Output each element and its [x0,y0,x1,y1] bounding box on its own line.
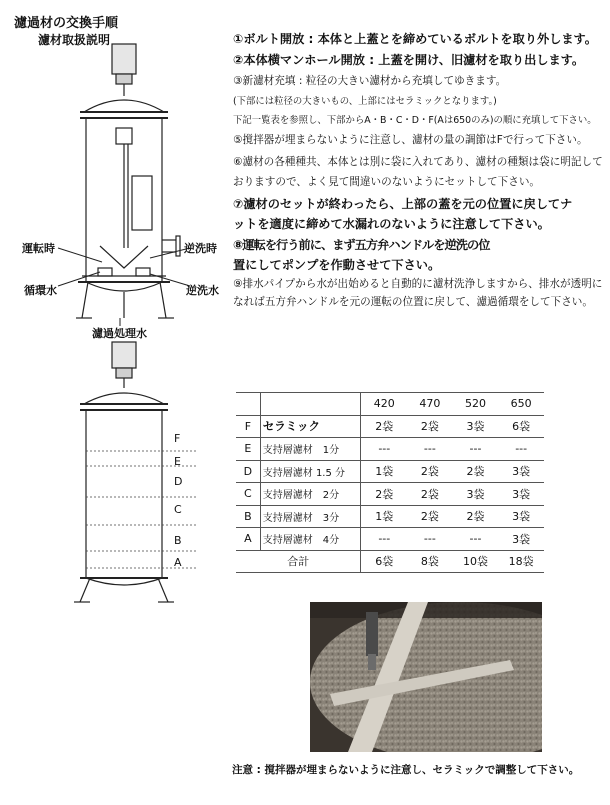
cell: --- [361,438,407,461]
cell: 3袋 [453,483,499,506]
cell: 2袋 [407,415,453,438]
total-cell: 6袋 [361,550,407,573]
table-row [236,483,544,506]
table-header-row [236,393,544,416]
step-7-cont: ットを適度に締めて水漏れのないように注意して下さい。 [233,217,550,231]
step-8-cont: 置にしてポンプを作動させて下さい。 [233,258,441,272]
step-7: ⑦濾材のセットが終わったら、上部の蓋を元の位置に戻してナ [233,197,573,211]
table-row [236,460,544,483]
cell: --- [453,528,499,551]
total-cell: 10袋 [453,550,499,573]
total-label: 合計 [236,550,361,573]
layer-label-d: D [174,475,183,488]
cell: --- [498,438,544,461]
cell: 3袋 [453,415,499,438]
row-name: 支持層濾材 2分 [260,483,361,506]
cell: --- [407,528,453,551]
row-letter: E [236,438,260,461]
cell: 2袋 [407,483,453,506]
total-cell: 8袋 [407,550,453,573]
cell: 2袋 [407,460,453,483]
step-4: 下記一覧表を参照し、下部からA・B・C・D・F(Aは650のみ)の順に充填して下さい。 [233,115,597,126]
step-1: ①ボルト開放 : 本体と上蓋とを締めているボルトを取り外します。 [233,32,597,46]
table-row [236,415,544,438]
table-row [236,528,544,551]
cell: --- [453,438,499,461]
cell: 2袋 [407,505,453,528]
step-9-cont: なれば五方弁ハンドルを元の運転の位置に戻して、濾過循環をして下さい。 [233,296,593,308]
layer-label-b: B [174,534,182,547]
label-filtered-water: 濾過処理水 [92,327,147,340]
table-row [236,438,544,461]
table-total-row [236,550,544,573]
row-name: 支持層濾材 4分 [260,528,361,551]
row-letter: F [236,415,260,438]
cell: 6袋 [498,415,544,438]
cell: 1袋 [361,505,407,528]
total-cell: 18袋 [498,550,544,573]
table-row [236,505,544,528]
step-5: ⑤撹拌器が埋まらないように注意し、濾材の量の調節はFで行って下さい。 [233,134,588,146]
page-title: 濾過材の交換手順 [14,16,119,31]
cell: 2袋 [361,415,407,438]
step-9: ⑨排水パイプから水が出始めると自動的に濾材洗浄しますから、排水が透明に [233,278,603,290]
cell: 3袋 [498,528,544,551]
column-header: 520 [453,393,499,416]
step-6-cont: おりますので、よく見て間違いのないようにセットして下さい。 [233,176,541,188]
label-backwash-time: 逆洗時 [184,242,217,255]
step-3: ③新濾材充填 : 粒径の大きい濾材から充填してゆきます。 [233,75,507,87]
label-running: 運転時 [22,242,55,255]
cell: 3袋 [498,505,544,528]
cell: 2袋 [453,460,499,483]
cell: 3袋 [498,483,544,506]
step-2: ②本体横マンホール開放 : 上蓋を開け、旧濾材を取り出します。 [233,53,585,67]
cell: --- [407,438,453,461]
cell: 1袋 [361,460,407,483]
layer-label-c: C [174,503,182,516]
layer-label-a: A [174,556,182,569]
step-3-note: (下部には粒径の大きいもの、上部にはセラミックとなります。) [233,96,497,107]
column-header: 420 [361,393,407,416]
cell: --- [361,528,407,551]
row-name: 支持層濾材 1.5 分 [260,460,361,483]
filter-layer-diagram [0,330,230,620]
layer-label-e: E [174,455,181,468]
filter-media-photo [310,602,542,752]
row-letter: B [236,505,260,528]
step-8: ⑧ 運 転 を 行 う 前 に 、 ま ず 五 方 弁 ハ ン ド ル を 逆 洗 の 位 [233,238,488,252]
caution-note: 注意 : 撹拌器が埋まらないように注意し、セラミックで調整して下さい。 [232,764,580,776]
row-letter: A [236,528,260,551]
column-header: 470 [407,393,453,416]
row-name: 支持層濾材 3分 [260,505,361,528]
cell: 3袋 [498,460,544,483]
row-letter: D [236,460,260,483]
step-6: ⑥濾材の各種種共、本体とは別に袋に入れてあり、濾材の種類は袋に明記して [233,156,603,168]
row-letter: C [236,483,260,506]
cell: 2袋 [361,483,407,506]
filter-media-table [236,392,544,573]
layer-label-f: F [174,432,181,445]
column-header: 650 [498,393,544,416]
label-backwash-water: 逆洗水 [186,284,219,297]
cell: 2袋 [453,505,499,528]
page-subtitle: 濾材取扱説明 [38,33,111,47]
label-circulation-water: 循環水 [24,284,57,297]
row-name: セラミック [260,415,361,438]
row-name: 支持層濾材 1分 [260,438,361,461]
